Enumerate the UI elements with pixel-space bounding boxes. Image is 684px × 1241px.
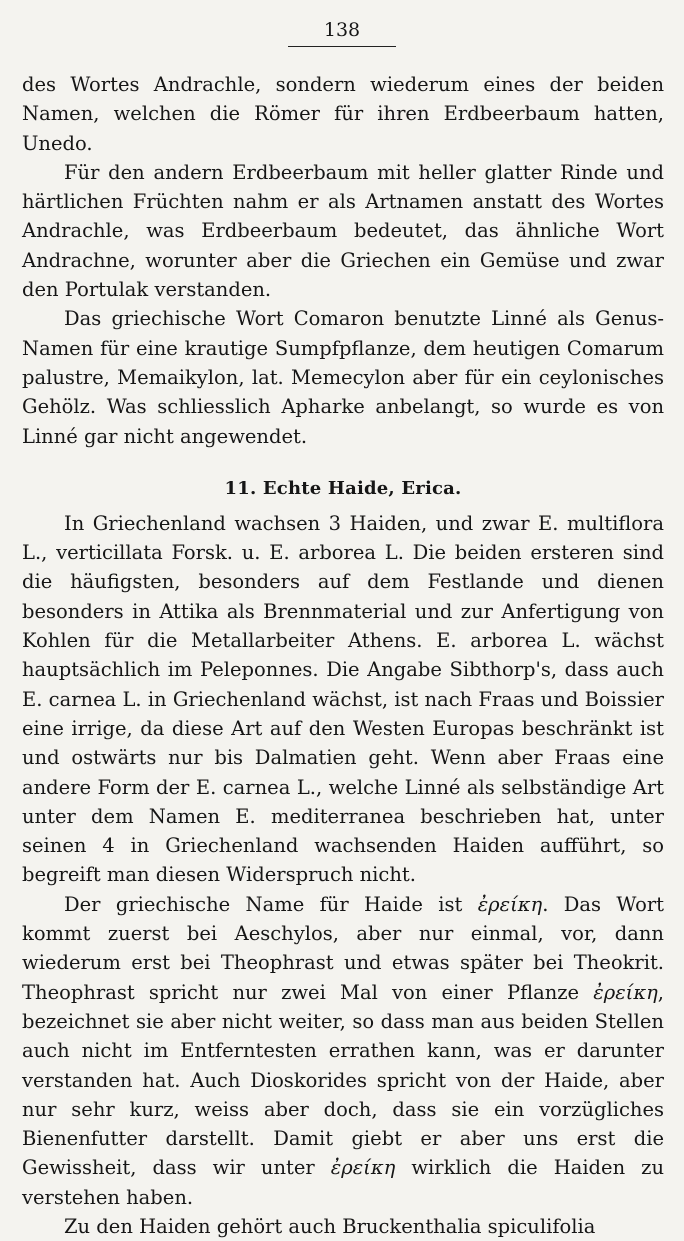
greek-word: ἐρείκη bbox=[330, 1156, 396, 1180]
paragraph-bruckenthalia: Zu den Haiden gehört auch Bruckenthalia spiculifolia bbox=[64, 1214, 596, 1238]
text-segment: . Das Wort kommt zuerst bei Aeschylos, aber nur einmal, vor, dann wiederum erst bei Theophrast und etwas später bei Theokrit. Theophrast spricht nur zwei Mal von einer Pflanze bbox=[22, 892, 664, 1004]
page-number-rule bbox=[288, 46, 396, 47]
section-heading: 11. Echte Haide, Erica. bbox=[224, 477, 462, 499]
page-number: 138 bbox=[323, 19, 361, 41]
paragraph-haiden-griechenland: In Griechenland wachsen 3 Haiden, und zwar E. multiflora L., verticillata Forsk. u. E. arborea L. Die beiden ersteren sind die häufigsten, besonders auf dem Festlande und dienen besonders in Attika als Brennmaterial und zur Anfertigung von Kohlen für die Metallarbeiter Athens. E. arborea L. wächst hauptsächlich im Peleponnes. Die Angabe Sibthorp's, dass auch E. carnea L. in Griechenland wächst, ist nach Fraas und Boissier eine irrige, da diese Art auf den Westen Europas beschränkt ist und ostwärts nur bis Dalmatien geht. Wenn aber Fraas eine andere Form der E. carnea L., welche Linné als selbständige Art unter dem Namen E. mediterranea beschrieben hat, unter seinen 4 in Griechenland wachsenden Haiden aufführt, so begreift man diesen Widerspruch nicht. bbox=[22, 511, 664, 887]
greek-word: ἐρείκη bbox=[477, 892, 543, 916]
paragraph-comaron: Das griechische Wort Comaron benutzte Linné als Genus-Namen für eine krautige Sumpfpflanze, dem heutigen Comarum palustre, Memaikylon, lat. Memecylon aber für ein ceylonisches Gehölz. Was schliesslich Apharke anbelangt, so wurde es von Linné gar nicht angewendet. bbox=[22, 307, 664, 448]
paragraph-griechischer-name bbox=[22, 890, 664, 1212]
paragraph-continuation: des Wortes Andrachle, sondern wiederum eines der beiden Namen, welchen die Römer für ihren Erdbeerbaum hatten, Unedo. bbox=[22, 73, 664, 155]
greek-word: ἐρείκη bbox=[593, 980, 658, 1004]
text-segment: , bezeichnet sie aber nicht weiter, so dass man aus beiden Stellen auch nicht im Entferntesten errathen kann, was er darunter verstanden hat. Auch Dioskorides spricht von der Haide, aber nur sehr kurz, weiss aber doch, dass sie ein vorzügliches Bienenfutter darstellt. Damit giebt er aber uns erst die Gewissheit, dass wir unter bbox=[22, 980, 664, 1180]
paragraph-erdbeerbaum: Für den andern Erdbeerbaum mit heller glatter Rinde und härtlichen Früchten nahm er als Artnamen anstatt des Wortes Andrachle, was Erdbeerbaum bedeutet, das ähnliche Wort Andrachne, worunter aber die Griechen ein Gemüse und zwar den Portulak verstanden. bbox=[22, 160, 664, 302]
text-segment: Der griechische Name für Haide ist bbox=[64, 892, 463, 916]
body-text bbox=[22, 70, 664, 1241]
text-segment: wirklich die Haiden zu verstehen haben. bbox=[22, 1156, 665, 1209]
